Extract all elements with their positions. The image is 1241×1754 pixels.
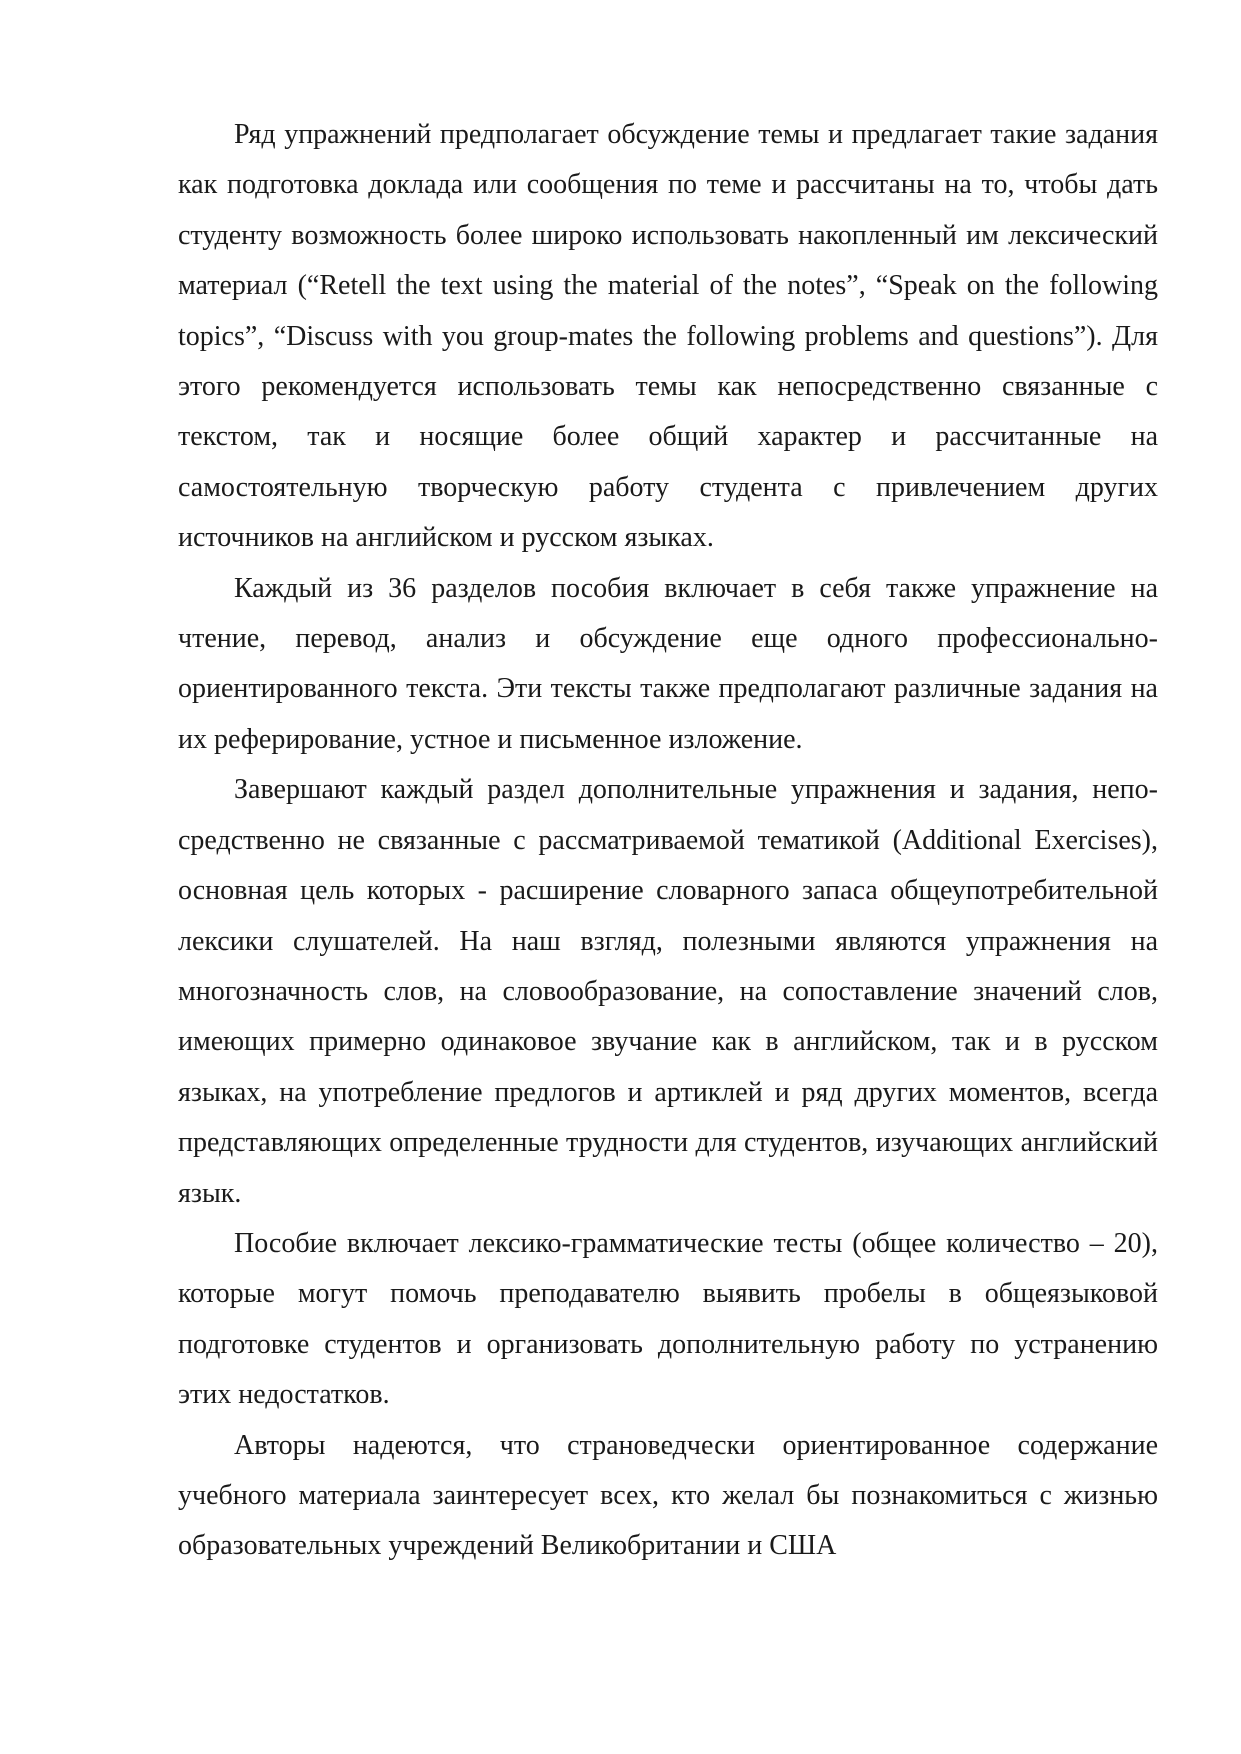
paragraph-3: Завершают каждый раздел дополнительные упражнения и задания, непосредственно не связанные с рассматриваемой тематикой (Additional Exercises), основная цель которых - расширение словарного запаса общеупотребительной лексики слушателей. На наш взгляд, полезными являются упражнения на многозначность слов, на словообразование, на сопоставление значений слов, имеющих примерно одинаковое звучание как в английском, так и в русском языках, на употребление предлогов и артиклей и ряд других моментов, всегда представляющих определенные трудности для студентов, изучающих английский язык.	[178, 774, 1158, 1209]
paragraph-2: Каждый из 36 разделов пособия включает в себя также упражнение на чтение, перевод, анализ и обсуждение еще одного профессионально-ориентированного текста. Эти тексты также предполагают различные задания на их реферирование, устное и письменное изложение.	[178, 572, 1158, 755]
paragraph-1: Ряд упражнений предполагает обсуждение темы и предлагает такие задания как подготовка доклада или сообщения по теме и рассчитаны на то, чтобы дать студенту возможность более широко использовать накопленный им лексический материал (“Retell the text using the material of the notes”, “Speak on the following topics”, “Discuss with you group-mates the following problems and questions”). Для этого рекомендуется использовать темы как непосредственно связанные с текстом, так и носящие более общий характер и рассчитанные на самостоятельную творческую работу студента с привлечением других источников на английском и русском языках.	[178, 119, 1158, 554]
document-body	[178, 110, 1158, 1572]
paragraph-4: Пособие включает лексико-грамматические тесты (общее количество – 20), которые могут помочь преподавателю выявить пробелы в общеязыковой подготовке студентов и организовать дополнительную работу по устранению этих недостатков.	[178, 1227, 1158, 1411]
paragraph-5: Авторы надеются, что страноведчески ориентированное содержание учебного материала заинтересует всех, кто желал бы познакомиться с жизнью образовательных учреждений Великобритании и США	[178, 1429, 1158, 1562]
